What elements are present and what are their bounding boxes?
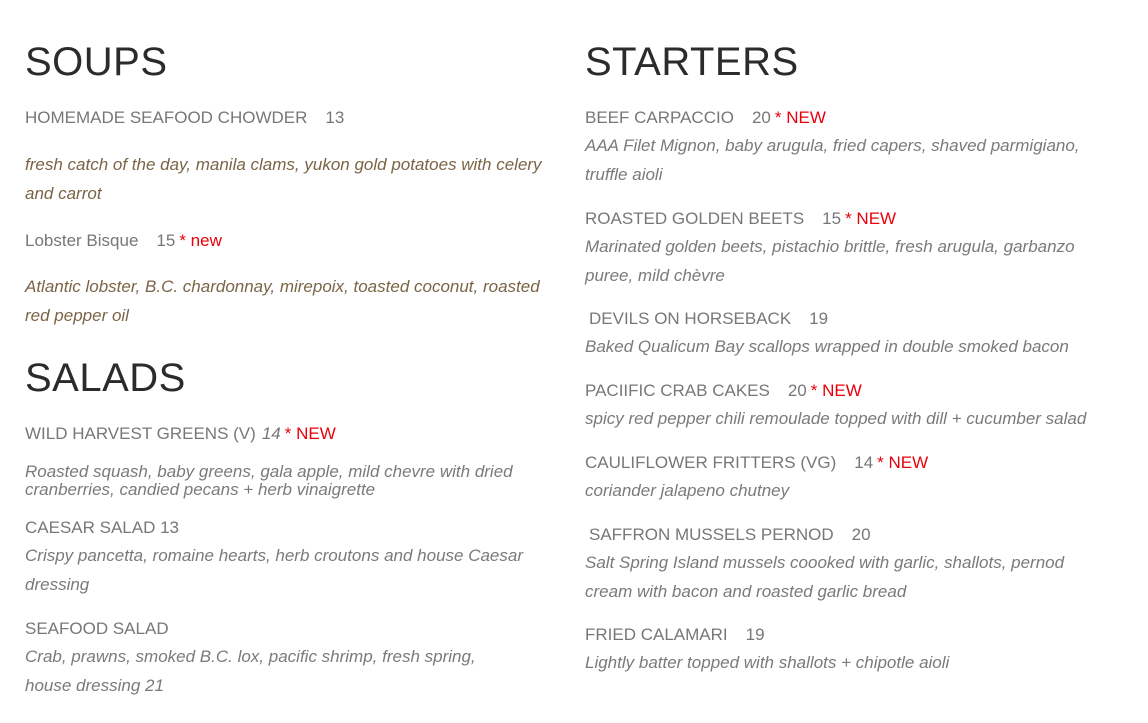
item-price: 20: [787, 381, 807, 400]
menu-item-name: [589, 309, 828, 329]
item-title: SEAFOOD SALAD: [25, 619, 169, 638]
item-title: BEEF CARPACCIO: [585, 108, 734, 127]
item-description-line: Crab, prawns, smoked B.C. lox, pacific shrimp, fresh spring,: [25, 647, 476, 666]
item-title: SAFFRON MUSSELS PERNOD: [589, 525, 834, 544]
item-price: 15: [156, 231, 176, 250]
soups-heading: SOUPS: [25, 40, 168, 84]
menu-item-name: [585, 108, 826, 128]
item-description: [25, 642, 565, 700]
new-badge: * new: [179, 231, 222, 250]
item-description: fresh catch of the day, manila clams, yukon gold potatoes with celery and carrot: [25, 155, 542, 203]
item-title: HOMEMADE SEAFOOD CHOWDER: [25, 108, 308, 127]
new-badge: * NEW: [284, 424, 336, 443]
item-description: Baked Qualicum Bay scallops wrapped in double smoked bacon: [585, 337, 1069, 356]
item-title: ROASTED GOLDEN BEETS: [585, 209, 805, 228]
menu-item-name: [25, 619, 169, 639]
menu-item-name: [585, 381, 862, 401]
item-price: 20: [751, 108, 771, 127]
item-title: WILD HARVEST GREENS (V): [25, 424, 256, 443]
salads-heading: SALADS: [25, 356, 186, 400]
menu-item-name: [585, 625, 765, 645]
starters-heading: STARTERS: [585, 40, 799, 84]
item-description: AAA Filet Mignon, baby arugula, fried capers, shaved parmigiano, truffle aioli: [585, 136, 1080, 184]
new-badge: * NEW: [810, 381, 862, 400]
new-badge: * NEW: [877, 453, 929, 472]
menu-item-name: [25, 518, 179, 538]
item-price: 13: [325, 108, 345, 127]
item-description: Lightly batter topped with shallots + chipotle aioli: [585, 653, 950, 672]
item-description: Roasted squash, baby greens, gala apple, mild chevre with dried cranberries, candied pecans + herb vinaigrette: [25, 462, 513, 499]
menu-item-name: [25, 424, 336, 444]
item-title: Lobster Bisque: [25, 231, 139, 250]
item-description: Crispy pancetta, romaine hearts, herb croutons and house Caesar dressing: [25, 546, 523, 594]
item-price: 14: [261, 424, 281, 443]
item-description-line: house dressing 21: [25, 676, 164, 695]
item-description: Marinated golden beets, pistachio brittle, fresh arugula, garbanzo puree, mild chèvre: [585, 237, 1075, 285]
item-description: Salt Spring Island mussels coooked with garlic, shallots, pernod cream with bacon and roasted garlic bread: [585, 553, 1065, 601]
menu-item-name: [585, 453, 928, 473]
item-title: FRIED CALAMARI: [585, 625, 728, 644]
menu-item-name: [25, 108, 344, 128]
new-badge: * NEW: [774, 108, 826, 127]
menu-item-name: [585, 209, 896, 229]
item-price: 20: [851, 525, 871, 544]
item-description: coriander jalapeno chutney: [585, 481, 790, 500]
item-price: 15: [822, 209, 842, 228]
item-price: 19: [745, 625, 765, 644]
item-title: CAESAR SALAD 13: [25, 518, 180, 537]
item-description: spicy red pepper chili remoulade topped with dill + cucumber salad: [585, 409, 1087, 428]
item-title: CAULIFLOWER FRITTERS (VG): [585, 453, 837, 472]
item-price: 19: [809, 309, 829, 328]
item-title: PACIIFIC CRAB CAKES: [585, 381, 770, 400]
menu-item-name: [25, 231, 222, 251]
item-title: DEVILS ON HORSEBACK: [589, 309, 792, 328]
item-price: 14: [854, 453, 874, 472]
menu-item-name: [589, 525, 871, 545]
new-badge: * NEW: [845, 209, 897, 228]
item-description: Atlantic lobster, B.C. chardonnay, mirepoix, toasted coconut, roasted red pepper oil: [25, 277, 540, 325]
